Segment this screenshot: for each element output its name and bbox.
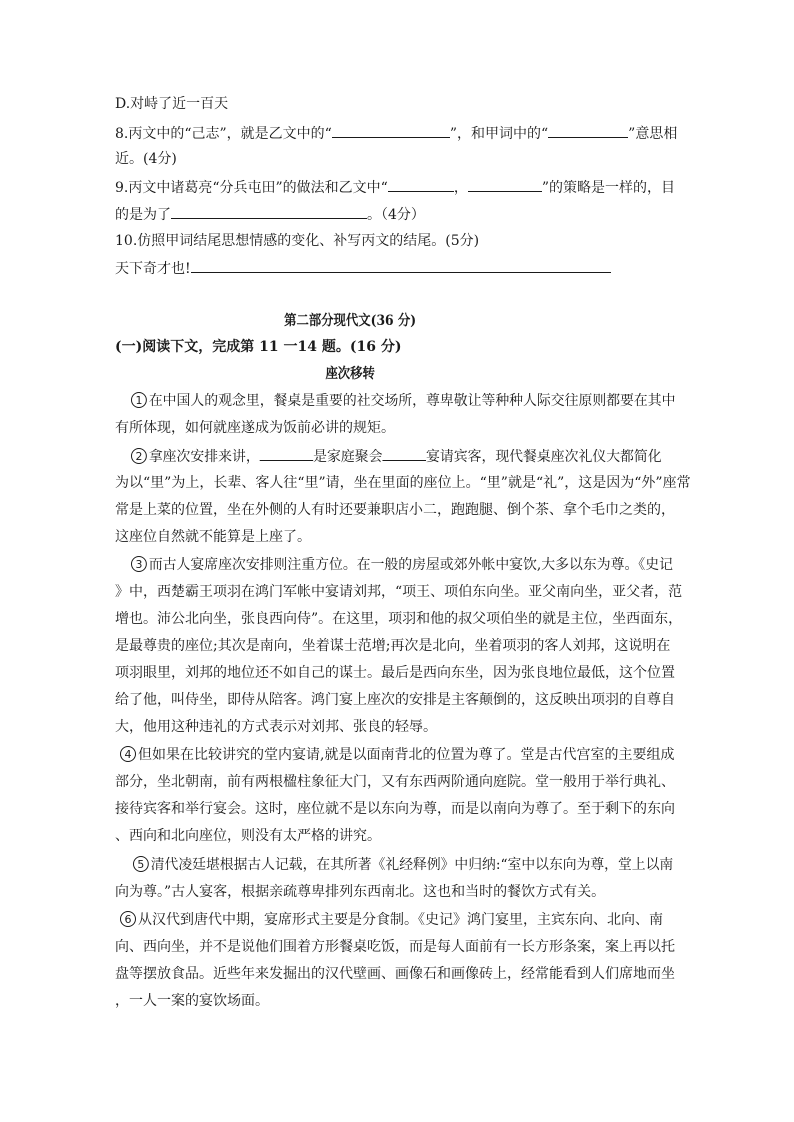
paragraph-number: 3	[131, 556, 147, 572]
q10-answer-prefix: 天下奇才也!	[115, 261, 191, 277]
paragraph-3-line-6: 给了他，叫侍坐，即侍从陪客。鸿门宴上座次的安排是主客颠倒的，这反映出项羽的自尊自	[115, 692, 675, 708]
paragraph-2-line-3: 常是上菜的位置，坐在外侧的人有时还要兼职店小二，跑跑腿、倒个茶、拿个毛巾之类的，	[115, 502, 675, 518]
reading-instruction: (一)阅读下文，完成第 11 一14 题。(16 分)	[115, 339, 402, 355]
q9-blank-3[interactable]	[171, 204, 367, 219]
question-9-line1	[115, 177, 690, 198]
paragraph-4-line-4: 、西向和北向座位，则没有太严格的讲究。	[115, 828, 381, 844]
q9-suffix: ”的策略是一样的，目	[541, 180, 675, 196]
q9-blank-1[interactable]	[388, 177, 454, 192]
q9-blank-2[interactable]	[468, 177, 542, 192]
q10-answer-blank[interactable]	[191, 258, 611, 273]
paragraph-6-line-3: 盘等摆放食品。近些年来发掘出的汉代壁画、画像石和画像砖上，经常能看到人们席地而坐	[115, 966, 675, 982]
q9-line2-prefix: 的是为了	[115, 207, 171, 223]
p2-blank-2[interactable]	[382, 446, 426, 461]
paragraph-3-line-5: 项羽眼里，刘邦的地位还不如自己的谋士。最后是西向东坐，因为张良地位最低，这个位置	[115, 665, 675, 681]
question-8-line1	[115, 123, 690, 144]
question-10-answer	[115, 258, 690, 279]
paragraph-1-line-2: 有所体现，如何就座遂成为饭前必讲的规矩。	[115, 420, 395, 436]
paragraph-3-line-7: 大，他用这种违礼的方式表示对刘邦、张良的轻辱。	[115, 719, 437, 735]
paragraph-3-line-1: 3 而古人宴席座次安排则注重方位。在一般的房屋或郊外帐中宴饮,大多以东为尊。《史记	[131, 555, 700, 575]
paragraph-3-line-3: 增也。沛公北向坐，张良西向侍”。在这里，项羽和他的叔父项伯坐的就是主位，坐西面东，	[115, 611, 683, 627]
q8-blank-1[interactable]	[332, 123, 450, 138]
paragraph-number: 2	[131, 448, 147, 464]
paragraph-number: 6	[120, 911, 136, 927]
paragraph-2-line-2: 为以“里”为上，长辈、客人往“里”请，坐在里面的座位上。“里”就是“礼”，这是因为“外”座常	[115, 475, 691, 491]
paragraph-5-line-1: 5 清代凌廷堪根据古人记载，在其所著《礼经释例》中归纳:“室中以东向为尊，堂上以南	[133, 855, 700, 875]
paragraph-2-line-4: 这座位自然就不能算是上座了。	[115, 529, 311, 545]
question-10: 10.仿照甲词结尾思想情感的变化、补写丙文的结尾。(5分)	[115, 233, 480, 249]
paragraph-5-line-2: 向为尊。”古人宴客，根据亲疏尊卑排列东西南北。这也和当时的餐饮方式有关。	[115, 884, 606, 900]
q8-mid: ”，和甲词中的“	[449, 126, 549, 142]
q8-blank-2[interactable]	[548, 123, 628, 138]
paragraph-3-line-4: 是最尊贵的座位;其次是南向，坐着谋士范增;再次是北向，坐着项羽的客人刘邦，这说明在	[115, 638, 671, 654]
paragraph-3-line-2: 》中，西楚霸王项羽在鸿门军帐中宴请刘邦，“项王、项伯东向坐。亚父南向坐，亚父者，范	[115, 584, 683, 600]
paragraph-6-line-2: 向、西向坐，并不是说他们围着方形餐桌吃饭，而是每人面前有一长方形条案，案上再以托	[115, 939, 675, 955]
paragraph-number: 5	[133, 856, 149, 872]
q8-suffix: ”意思相	[628, 126, 678, 142]
paragraph-1-line-1: 1 在中国人的观念里，餐桌是重要的社交场所，尊卑敬让等种种人际交往原则都要在其中	[131, 391, 700, 411]
section-title: 第二部分现代文(36 分)	[284, 313, 417, 329]
paragraph-number: 1	[131, 392, 147, 408]
p2-blank-1[interactable]	[260, 446, 313, 461]
paragraph-4-line-3: 接待宾客和举行宴会。这时，座位就不是以东向为尊，而是以南向为尊了。至于剩下的东向	[115, 801, 675, 817]
question-9-line2	[115, 204, 690, 225]
question-8-line2: 近。(4分)	[115, 151, 177, 167]
q9-line2-suffix: 。（4分）	[367, 207, 425, 223]
paragraph-6-line-4: ，一人一案的宴饮场面。	[115, 993, 269, 1009]
paragraph-number: 4	[120, 746, 136, 762]
paragraph-2-line-1: 2 拿座次安排来讲， 是家庭聚会 宴请宾客，现代餐桌座次礼仪大都简化	[131, 446, 700, 467]
q9-prefix: 9.丙文中诸葛亮“分兵屯田”的做法和乙文中“	[115, 180, 388, 196]
paragraph-4-line-2: 部分，坐北朝南，前有两根楹柱象征大门，又有东西两阶通向庭院。堂一般用于举行典礼、	[115, 774, 675, 790]
q9-mid: ，	[453, 180, 468, 196]
article-title: 座次移转	[325, 366, 375, 382]
paragraph-4-line-1: 4 但如果在比较讲究的堂内宴请,就是以面南背北的位置为尊了。堂是古代宫室的主要组成	[120, 745, 695, 765]
question-option-d: D.对峙了近一百天	[115, 96, 229, 112]
q8-prefix: 8.丙文中的“己志”，就是乙文中的“	[115, 126, 332, 142]
paragraph-6-line-1: 6 从汉代到唐代中期，宴席形式主要是分食制。《史记》鸿门宴里，主宾东向、北向、南	[120, 910, 695, 930]
